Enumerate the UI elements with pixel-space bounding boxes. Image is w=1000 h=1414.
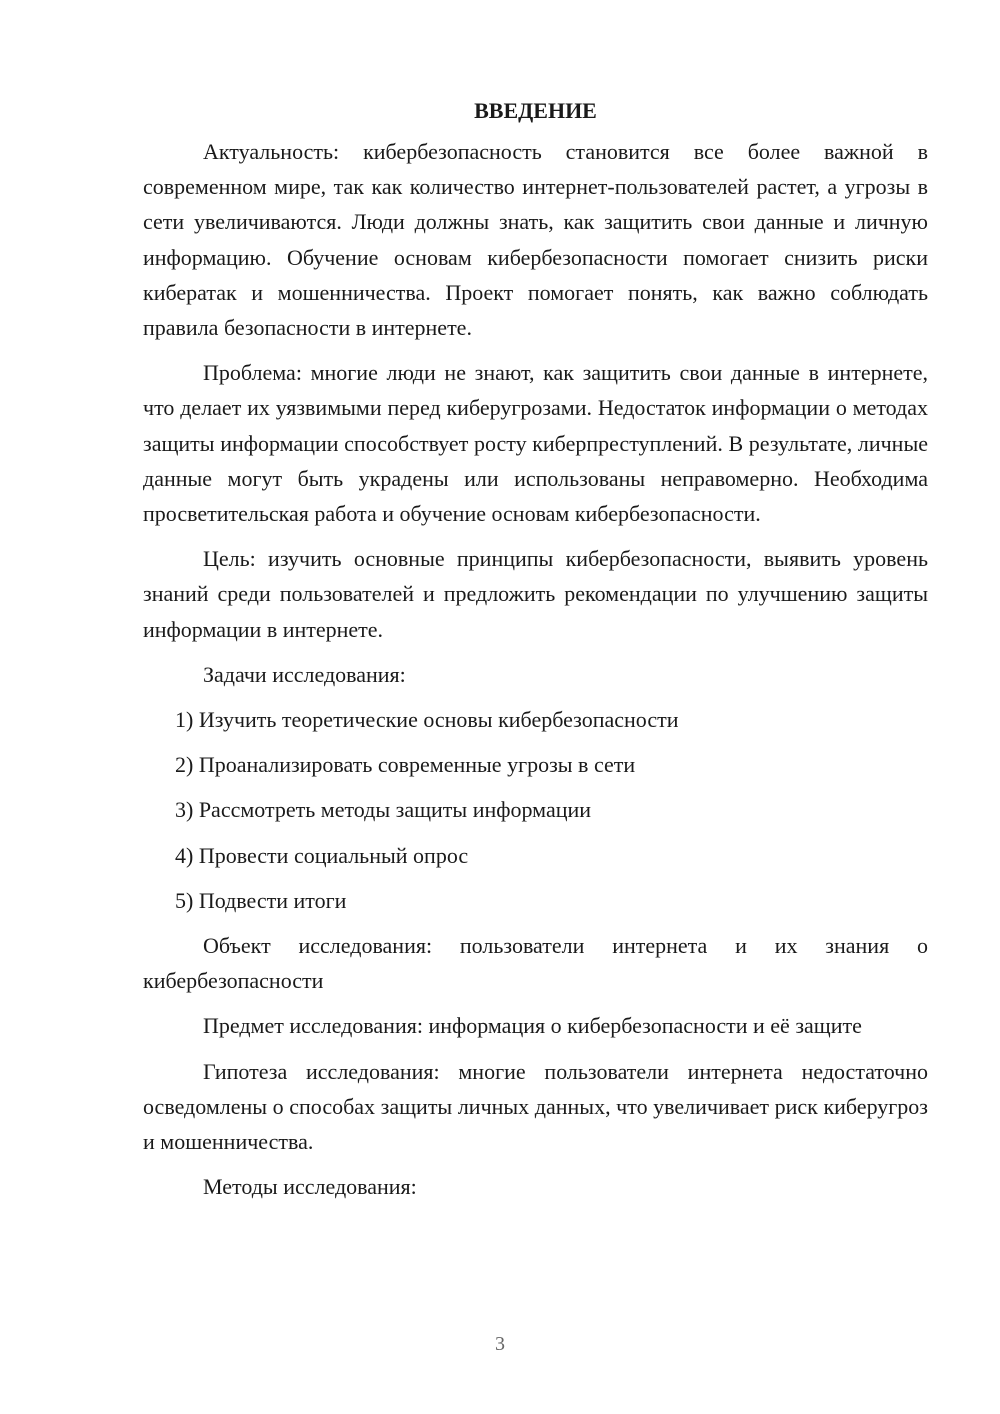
hypothesis-paragraph: Гипотеза исследования: многие пользователи интернета недостаточно осведомлены о способах защиты личных данных, что увеличивает риск киберугроз и мошенничества. — [143, 1058, 928, 1155]
object-paragraph: Объект исследования: пользователи интернета и их знания о кибербезопасности — [143, 933, 928, 994]
problem-paragraph: Проблема: многие люди не знают, как защитить свои данные в интернете, что делает их уязвимыми перед киберугрозами. Недостаток информации о методах защиты информации способствует росту киберпреступлений. В результате, личные данные могут быть украдены или использованы неправомерно. Необходима просветительская работа и обучение основам кибербезопасности. — [143, 360, 928, 527]
subject-paragraph: Предмет исследования: информация о кибербезопасности и её защите — [203, 1013, 862, 1039]
section-title: ВВЕДЕНИЕ — [474, 98, 597, 123]
task-item: 1) Изучить теоретические основы кибербезопасности — [175, 707, 679, 733]
methods-heading: Методы исследования: — [203, 1174, 417, 1200]
tasks-heading: Задачи исследования: — [203, 661, 406, 687]
task-item: 4) Провести социальный опрос — [175, 842, 469, 868]
page-number: 3 — [495, 1333, 505, 1355]
task-item: 2) Проанализировать современные угрозы в сети — [175, 752, 636, 778]
relevance-paragraph: Актуальность: кибербезопасность становится все более важной в современном мире, так как количество интернет-пользователей растет, а угрозы в сети увеличиваются. Люди должны знать, как защитить свои данные и личную информацию. Обучение основам кибербезопасности помогает снизить риски кибератак и мошенничества. Проект помогает понять, как важно соблюдать правила безопасности в интернете. — [143, 139, 928, 341]
task-item: 3) Рассмотреть методы защиты информации — [175, 797, 592, 823]
tasks-list — [143, 702, 928, 918]
goal-paragraph: Цель: изучить основные принципы кибербезопасности, выявить уровень знаний среди пользователей и предложить рекомендации по улучшению защиты информации в интернете. — [143, 546, 928, 642]
task-item: 5) Подвести итоги — [175, 887, 347, 913]
page-content — [143, 96, 928, 1214]
